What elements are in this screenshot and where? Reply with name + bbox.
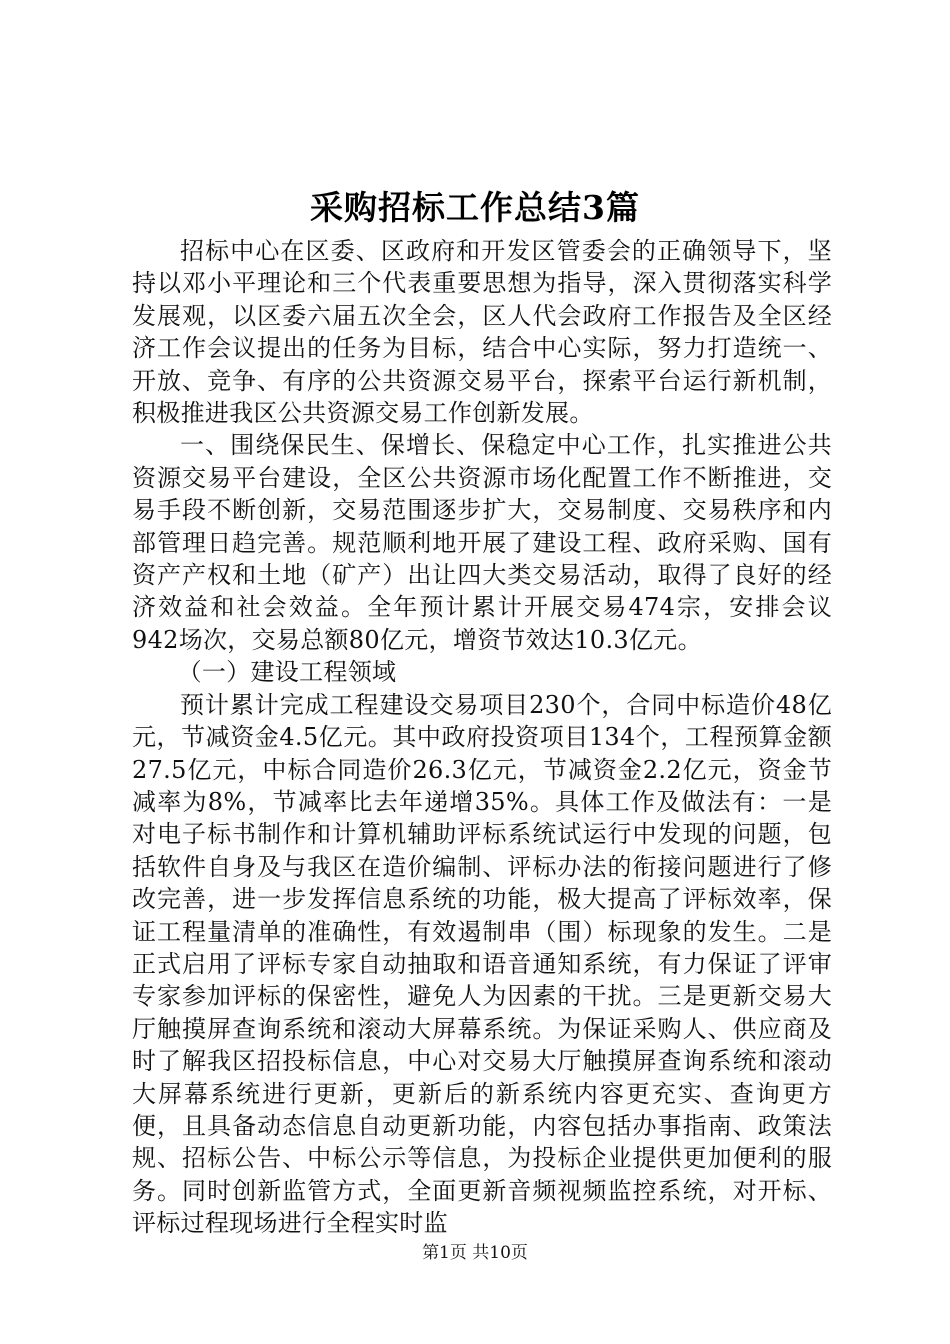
- document-title: 采购招标工作总结3篇: [310, 188, 640, 227]
- paragraph-section-one: 一、围绕保民生、保增长、保稳定中心工作，扎实推进公共资源交易平台建设，全区公共资源市场化配置工作不断推进，交易手段不断创新，交易范围逐步扩大，交易制度、交易秩序和内部管理日趋完善。规范顺利地开展了建设工程、政府采购、国有资产产权和土地（矿产）出让四大类交易活动，取得了良好的经济效益和社会效益。全年预计累计开展交易474宗，安排会议942场次，交易总额80亿元，增资节效达10.3亿元。: [132, 431, 832, 654]
- page-footer: 第1页 共10页: [422, 1243, 528, 1263]
- paragraph-intro: 招标中心在区委、区政府和开发区管委会的正确领导下，坚持以邓小平理论和三个代表重要思想为指导，深入贯彻落实科学发展观，以区委六届五次全会，区人代会政府工作报告及全区经济工作会议提出的任务为目标，结合中心实际，努力打造统一、开放、竞争、有序的公共资源交易平台，探索平台运行新机制，积极推进我区公共资源交易工作创新发展。: [132, 237, 832, 428]
- document-body: [132, 235, 832, 1240]
- subheading-construction: （一）建设工程领域: [177, 658, 397, 687]
- paragraph-construction: 预计累计完成工程建设交易项目230个，合同中标造价48亿元，节减资金4.5亿元。其中政府投资项目134个，工程预算金额27.5亿元，中标合同造价26.3亿元，节减资金2.2亿元，资金节减率为8%，节减率比去年递增35%。具体工作及做法有：一是对电子标书制作和计算机辅助评标系统试运行中发现的问题，包括软件自身及与我区在造价编制、评标办法的衔接问题进行了修改完善，进一步发挥信息系统的功能，极大提高了评标效率，保证工程量清单的准确性，有效遏制串（围）标现象的发生。二是正式启用了评标专家自动抽取和语音通知系统，有力保证了评审专家参加评标的保密性，避免人为因素的干扰。三是更新交易大厅触摸屏查询系统和滚动大屏幕系统。为保证采购人、供应商及时了解我区招投标信息，中心对交易大厅触摸屏查询系统和滚动大屏幕系统进行更新，更新后的新系统内容更充实、查询更方便，且具备动态信息自动更新功能，内容包括办事指南、政策法规、招标公告、中标公示等信息，为投标企业提供更加便利的服务。同时创新监管方式，全面更新音频视频监控系统，对开标、评标过程现场进行全程实时监: [132, 690, 832, 1238]
